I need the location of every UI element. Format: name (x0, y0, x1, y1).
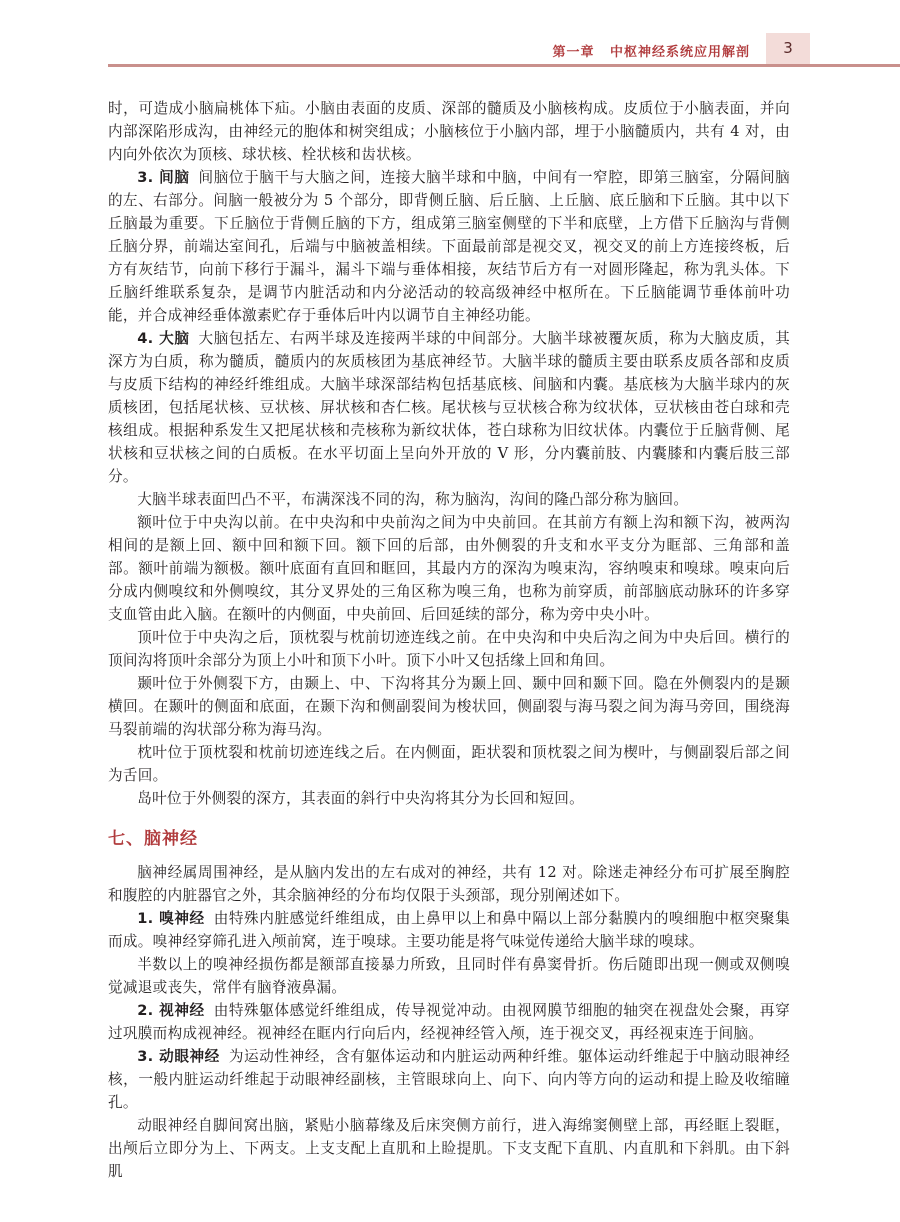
page-body (108, 97, 790, 1183)
body-paragraph-cerebrum: 4. 大脑 大脑包括左、右两半球及连接两半球的中间部分。大脑半球被覆灰质，称为大脑皮质，其深方为白质，称为髓质，髓质内的灰质核团为基底神经节。大脑半球的髓质主要由联系皮质各部和皮质与皮质下结构的神经纤维组成。大脑半球深部结构包括基底核、间脑和内囊。基底核为大脑半球内的灰质核团，包括尾状核、豆状核、屏状核和杏仁核。尾状核与豆状核合称为纹状体，豆状核由苍白球和壳核组成。根据种系发生又把尾状核和壳核称为新纹状体，苍白球称为旧纹状体。内囊位于丘脑背侧、尾状核和豆状核之间的白质板。在水平切面上呈向外开放的 V 形，分内囊前肢、内囊膝和内囊后肢三部分。 (108, 330, 791, 485)
body-paragraph-olfactory: 1. 嗅神经 由特殊内脏感觉纤维组成，由上鼻甲以上和鼻中隔以上部分黏膜内的嗅细胞中枢突聚集而成。嗅神经穿筛孔进入颅前窝，连于嗅球。主要功能是将气味觉传递给大脑半球的嗅球。 (108, 910, 790, 950)
body-paragraph-oculomotor: 3. 动眼神经 为运动性神经，含有躯体运动和内脏运动两种纤维。躯体运动纤维起于中脑动眼神经核，一般内脏运动纤维起于动眼神经副核，主管眼球向上、向下、向内等方向的运动和提上睑及收缩瞳孔。 (108, 1048, 790, 1111)
body-paragraph: 岛叶位于外侧裂的深方，其表面的斜行中央沟将其分为长回和短回。 (137, 790, 585, 807)
body-paragraph: 动眼神经自脚间窝出脑，紧贴小脑幕缘及后床突侧方前行，进入海绵窦侧壁上部，再经眶上裂眶，出颅后立即分为上、下两支。上支支配上直肌和上睑提肌。下支支配下直肌、内直肌和下斜肌。由下斜肌 (108, 1117, 790, 1180)
body-paragraph: 大脑半球表面凹凸不平，布满深浅不同的沟，称为脑沟，沟间的隆凸部分称为脑回。 (137, 491, 689, 508)
paragraph-label: 3. 间脑 (137, 169, 190, 186)
body-paragraph: 额叶位于中央沟以前。在中央沟和中央前沟之间为中央前回。在其前方有额上沟和额下沟，被两沟相间的是额上回、额中回和额下回。额下回的后部，由外侧裂的升支和水平支分为眶部、三角部和盖部。额叶前端为额极。额叶底面有直回和眶回，其最内方的深沟为嗅束沟，容纳嗅束和嗅球。嗅束向后分成内侧嗅纹和外侧嗅纹，其分叉界处的三角区称为嗅三角，也称为前穿质，前部脑底动脉环的许多穿支血管由此入脑。在额叶的内侧面，中央前回、后回延续的部分，称为旁中央小叶。 (108, 514, 790, 623)
paragraph-label: 3. 动眼神经 (137, 1048, 220, 1065)
body-paragraph: 颞叶位于外侧裂下方，由颞上、中、下沟将其分为颞上回、颞中回和颞下回。隐在外侧裂内的是颞横回。在颞叶的侧面和底面，在颞下沟和侧副裂间为梭状回，侧副裂与海马裂之间为海马旁回，围绕海马裂前端的沟状部分称为海马沟。 (108, 675, 790, 738)
body-paragraph: 半数以上的嗅神经损伤都是额部直接暴力所致，且同时伴有鼻窦骨折。伤后随即出现一侧或双侧嗅觉减退或丧失，常伴有脑脊液鼻漏。 (108, 956, 790, 996)
chapter-title: 第一章 中枢神经系统应用解剖 (552, 45, 750, 60)
body-paragraph-diencephalon: 3. 间脑 间脑位于脑干与大脑之间，连接大脑半球和中脑，中间有一窄腔，即第三脑室，分隔间脑的左、右部分。间脑一般被分为 5 个部分，即背侧丘脑、后丘脑、上丘脑、底丘脑和下丘脑。其中以下丘脑最为重要。下丘脑位于背侧丘脑的下方，组成第三脑室侧壁的下半和底壁，上方借下丘脑沟与背侧丘脑分界，前端达室间孔，后端与中脑被盖相续。下面最前部是视交叉，视交叉的前上方连接终板，后方有灰结节，向前下移行于漏斗，漏斗下端与垂体相接，灰结节后方有一对圆形隆起，称为乳头体。下丘脑纤维联系复杂，是调节内脏活动和内分泌活动的较高级神经中枢所在。下丘脑能调节垂体前叶功能，并合成神经垂体激素贮存于垂体后叶内以调节自主神经功能。 (108, 169, 791, 324)
page-number: 3 (766, 33, 810, 64)
paragraph-label: 1. 嗅神经 (137, 910, 205, 927)
body-paragraph: 顶叶位于中央沟之后，顶枕裂与枕前切迹连线之前。在中央沟和中央后沟之间为中央后回。横行的顶间沟将顶叶余部分为顶上小叶和顶下小叶。顶下小叶又包括缘上回和角回。 (108, 629, 790, 669)
section-heading: 七、脑神经 (108, 829, 198, 849)
paragraph-label: 2. 视神经 (137, 1002, 205, 1019)
body-paragraph: 脑神经属周围神经，是从脑内发出的左右成对的神经，共有 12 对。除迷走神经分布可扩展至胸腔和腹腔的内脏器官之外，其余脑神经的分布均仅限于头颈部，现分别阐述如下。 (108, 864, 790, 904)
body-paragraph-optic: 2. 视神经 由特殊躯体感觉纤维组成，传导视觉冲动。由视网膜节细胞的轴突在视盘处会聚，再穿过巩膜而构成视神经。视神经在眶内行向后内，经视神经管入颅，连于视交叉，再经视束连于间脑。 (108, 1002, 790, 1042)
header-rule (108, 64, 900, 67)
body-paragraph: 枕叶位于顶枕裂和枕前切迹连线之后。在内侧面，距状裂和顶枕裂之间为楔叶，与侧副裂后部之间为舌回。 (108, 744, 790, 784)
paragraph-label: 4. 大脑 (137, 330, 190, 347)
body-paragraph: 时，可造成小脑扁桃体下疝。小脑由表面的皮质、深部的髓质及小脑核构成。皮质位于小脑表面，并向内部深陷形成沟，由神经元的胞体和树突组成；小脑核位于小脑内部，埋于小脑髓质内，共有 4 对，由内向外依次为顶核、球状核、栓状核和齿状核。 (108, 100, 790, 163)
page-header (0, 0, 900, 70)
